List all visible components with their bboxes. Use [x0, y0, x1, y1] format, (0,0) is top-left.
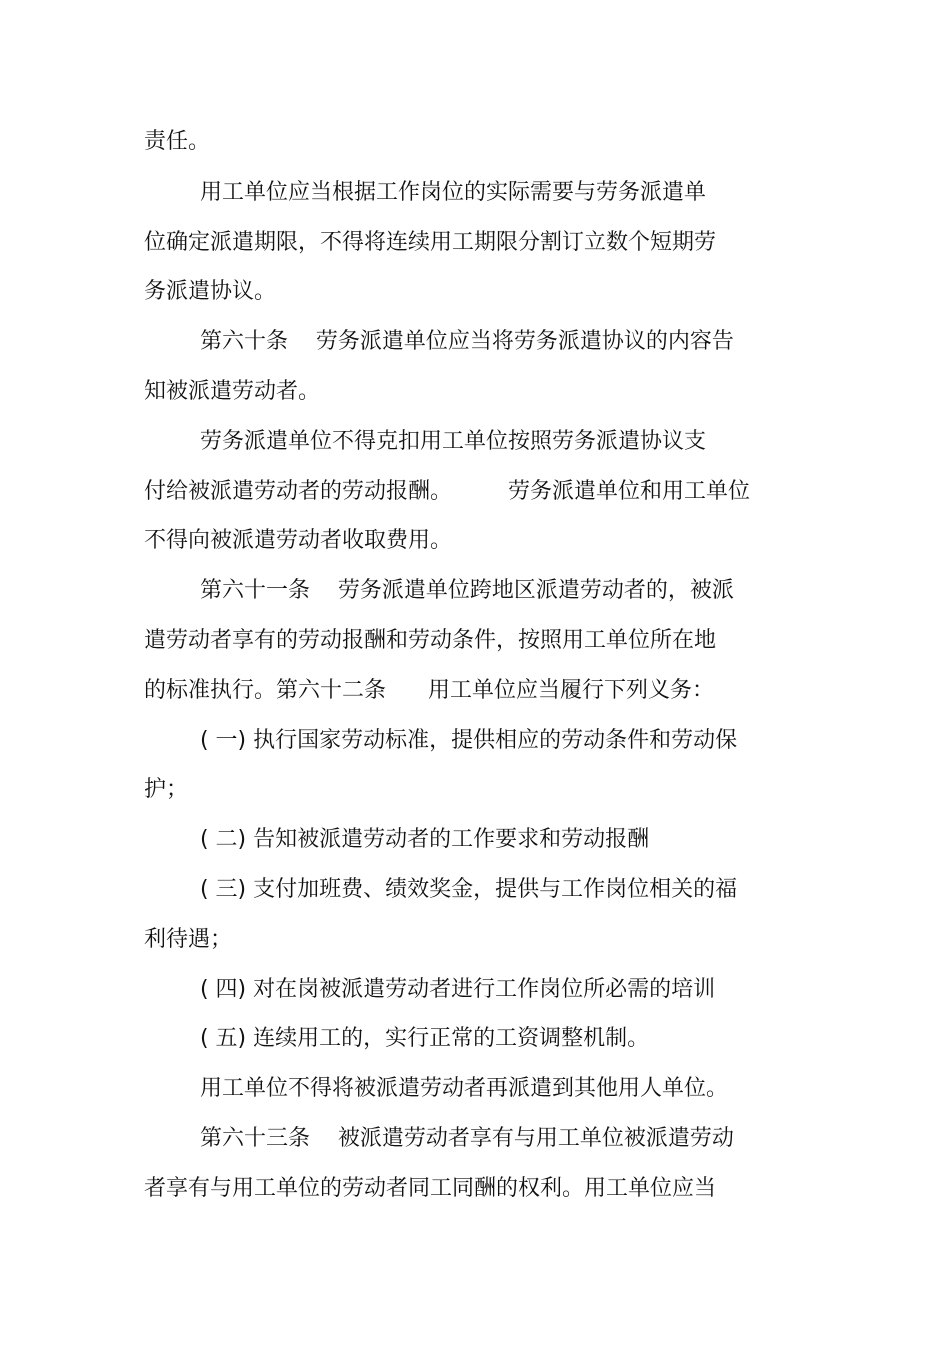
text-line: 第六十三条 被派遣劳动者享有与用工单位被派遣劳动 [144, 1126, 734, 1151]
text-line: 者享有与用工单位的劳动者同工同酬的权利。用工单位应当 [144, 1176, 717, 1201]
text-line: 的标准执行。第六十二条 用工单位应当履行下列义务： [144, 678, 714, 703]
text-line: ( 一) 执行国家劳动标准，提供相应的劳动条件和劳动保 [144, 728, 738, 753]
text-line: 付给被派遣劳动者的劳动报酬。 劳务派遣单位和用工单位 [144, 479, 750, 504]
text-line: 务派遣协议。 [144, 279, 277, 304]
text-line: 劳务派遣单位不得克扣用工单位按照劳务派遣协议支 [144, 429, 706, 454]
text-line: ( 二) 告知被派遣劳动者的工作要求和劳动报酬 [144, 827, 650, 852]
text-line: 责任。 [144, 129, 211, 154]
text-line: 不得向被派遣劳动者收取费用。 [144, 528, 453, 553]
text-line: 用工单位应当根据工作岗位的实际需要与劳务派遣单 [144, 180, 706, 205]
text-line: 第六十条 劳务派遣单位应当将劳务派遣协议的内容告 [144, 329, 734, 354]
text-line: ( 四) 对在岗被派遣劳动者进行工作岗位所必需的培训 [144, 977, 716, 1002]
text-line: 利待遇； [144, 927, 233, 952]
text-line: 位确定派遣期限，不得将连续用工期限分割订立数个短期劳 [144, 230, 717, 255]
text-line: 遣劳动者享有的劳动报酬和劳动条件，按照用工单位所在地 [144, 628, 717, 653]
text-line: ( 三) 支付加班费、绩效奖金，提供与工作岗位相关的福 [144, 877, 738, 902]
text-line: 用工单位不得将被派遣劳动者再派遣到其他用人单位。 [144, 1076, 728, 1101]
text-line: 知被派遣劳动者。 [144, 379, 321, 404]
text-line: 护； [144, 777, 189, 802]
text-line: ( 五) 连续用工的，实行正常的工资调整机制。 [144, 1026, 650, 1051]
text-line: 第六十一条 劳务派遣单位跨地区派遣劳动者的，被派 [144, 578, 734, 603]
